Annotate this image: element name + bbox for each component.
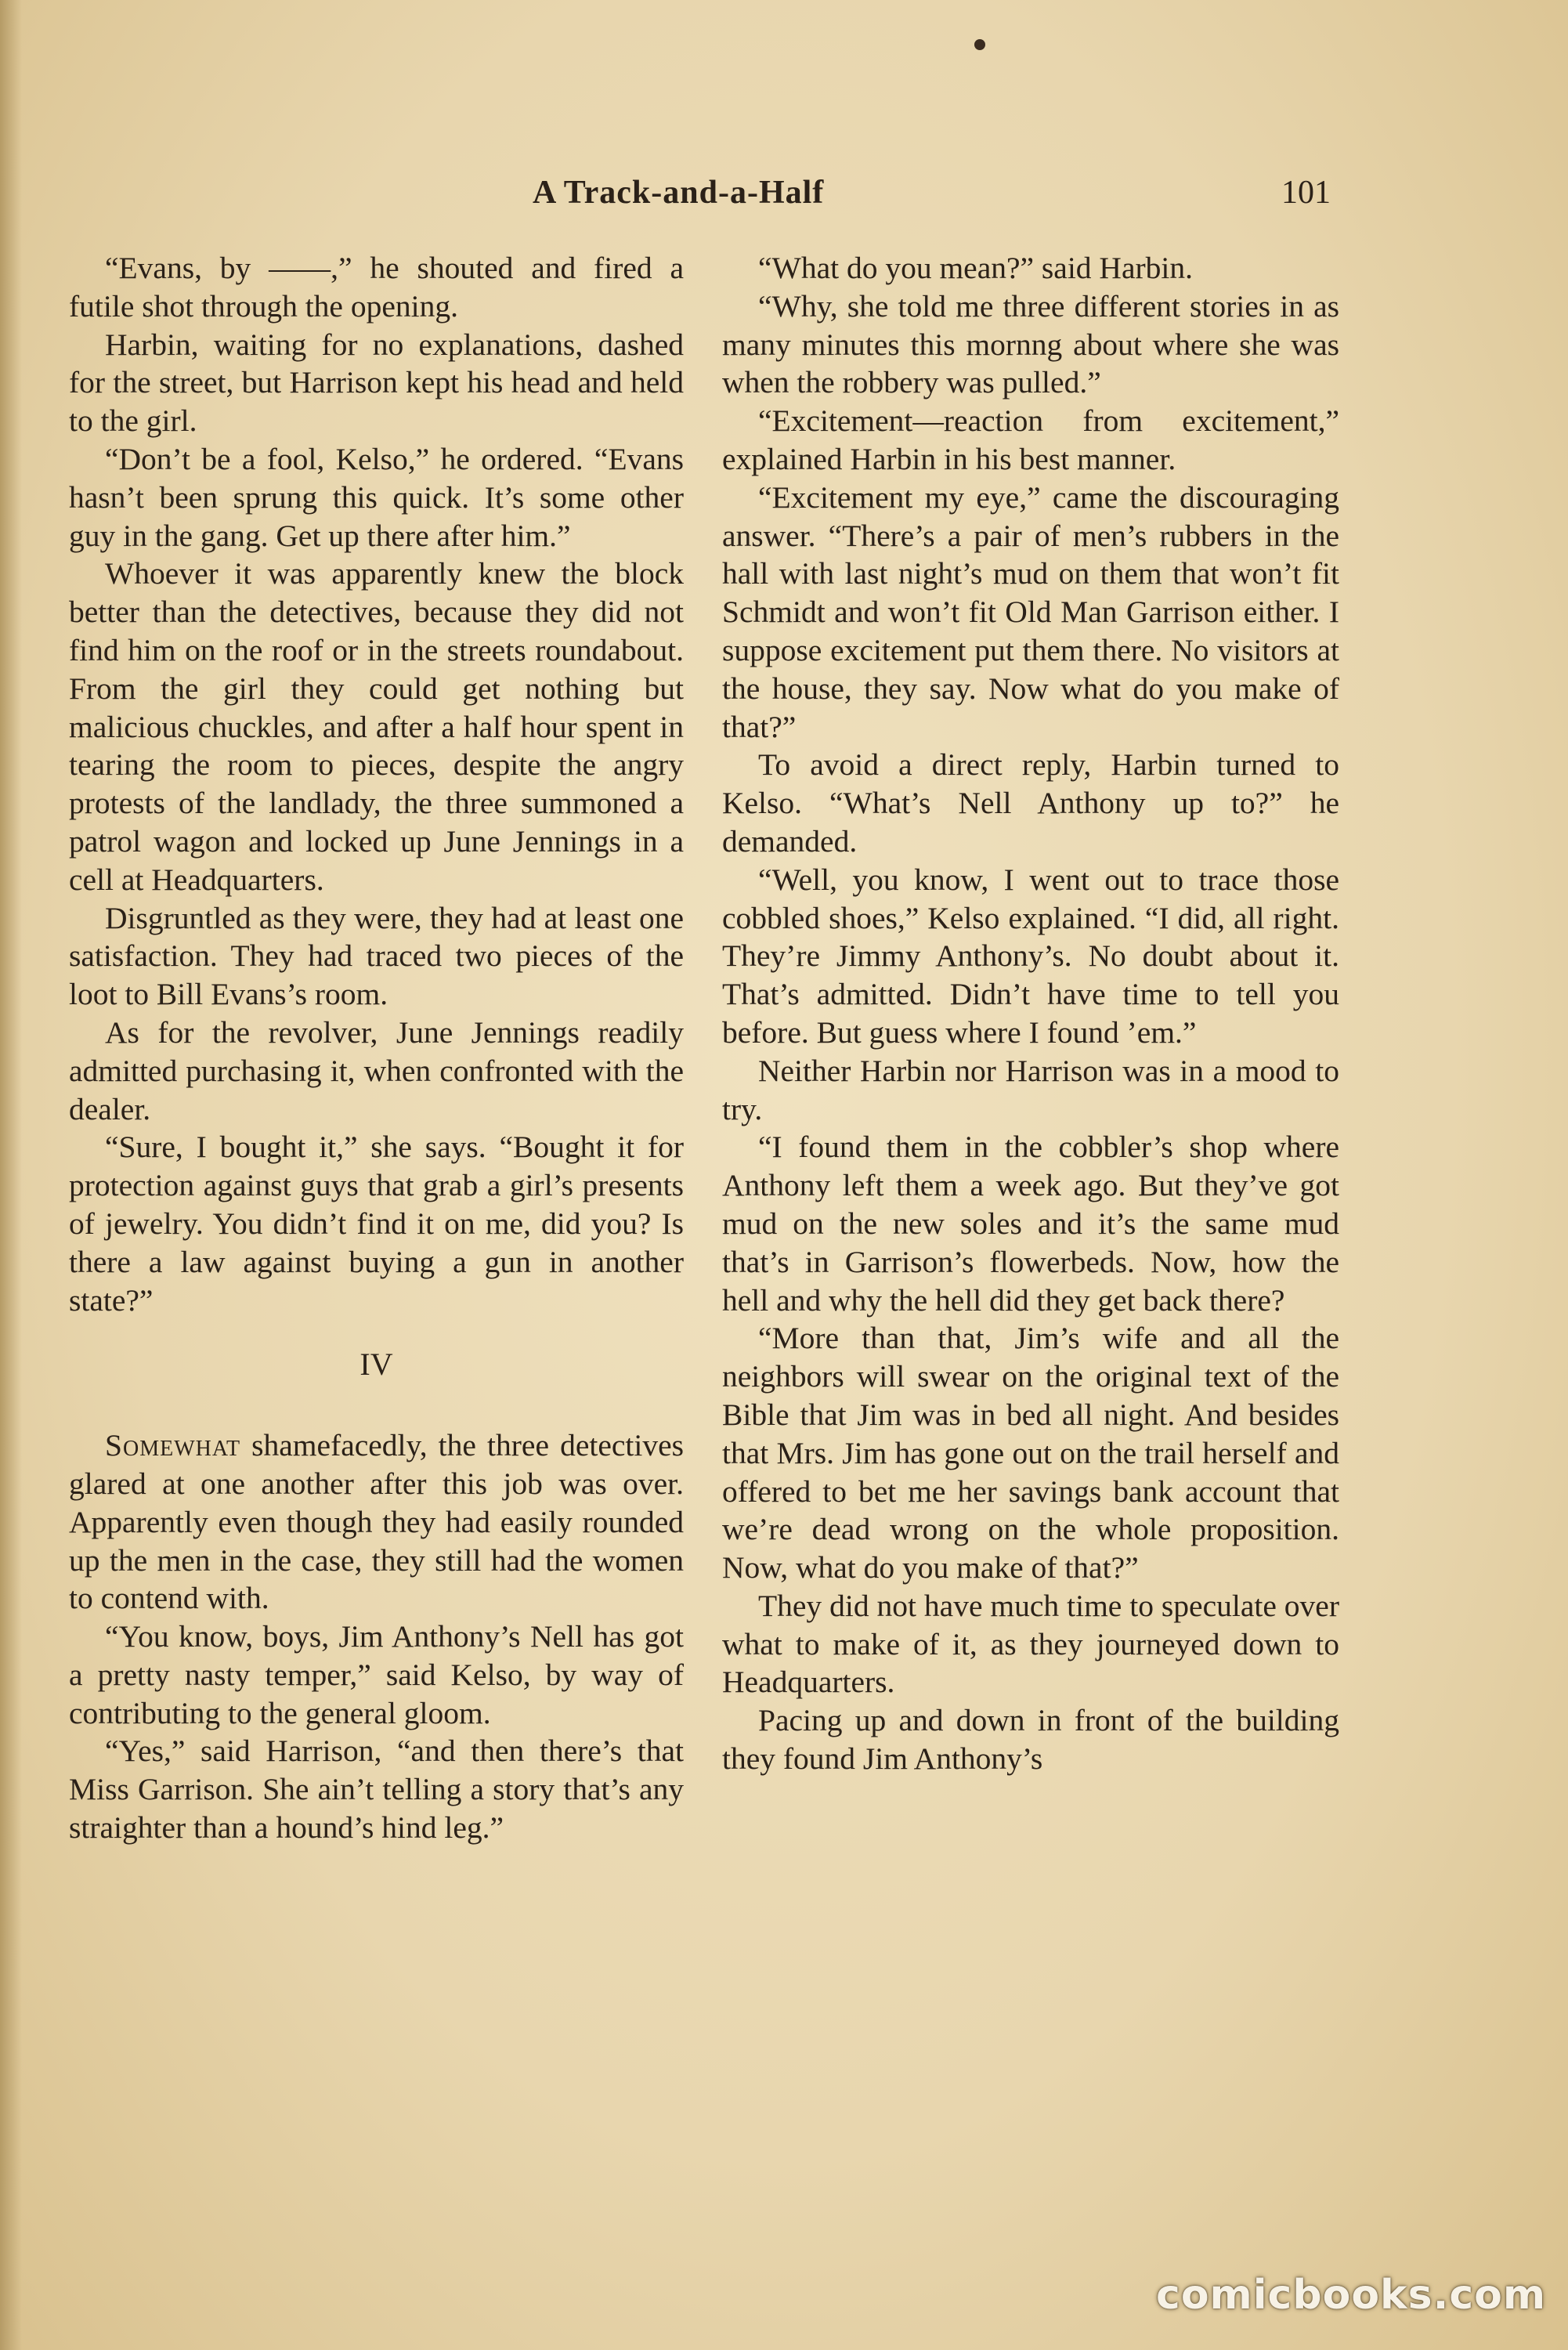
paragraph: To avoid a direct reply, Harbin turned to Kelso. “What’s Nell Anthony up to?” he demanded. bbox=[722, 747, 1339, 859]
paragraph: Pacing up and down in front of the building they found Jim Anthony’s bbox=[722, 1703, 1339, 1777]
paragraph: “What do you mean?” said Harbin. bbox=[758, 251, 1193, 285]
watermark: comicbooks.com bbox=[1156, 2272, 1547, 2319]
paragraph: As for the revolver, June Jennings readily admitted purchasing it, when confronted with the dealer. bbox=[69, 1014, 684, 1126]
section-heading: IV bbox=[359, 1347, 393, 1383]
lead-word: Somewhat bbox=[105, 1428, 241, 1463]
running-head bbox=[0, 174, 1568, 221]
paragraph-text: shamefacedly, the three detectives glared at one another after this job was over. Apparently even though they had easily rounded up the men in the case, they still had the women to contend with. bbox=[69, 1428, 684, 1616]
paragraph: Whoever it was apparently knew the block better than the detectives, because they did not find him on the roof or in the streets roundabout. From the girl they could get nothing but malicious chuckles, and after a half hour spent in tearing the room to pieces, despite the angry protests of the landlady, the three summoned a patrol wagon and locked up June Jennings in a cell at Headquarters. bbox=[69, 556, 684, 897]
right-column bbox=[722, 249, 1339, 1778]
paragraph: “Why, she told me three different stories in as many minutes this mornng about where she was when the robbery was pulled.” bbox=[722, 288, 1339, 400]
ink-spot bbox=[974, 39, 985, 50]
paragraph: They did not have much time to speculate over what to make of it, as they journeyed down to Headquarters. bbox=[722, 1588, 1339, 1700]
paragraph: Disgruntled as they were, they had at least one satisfaction. They had traced two pieces of the loot to Bill Evans’s room. bbox=[69, 900, 684, 1012]
left-column bbox=[69, 249, 684, 1847]
paragraph bbox=[69, 1426, 684, 1618]
paragraph: Harbin, waiting for no explanations, dashed for the street, but Harrison kept his head and held to the girl. bbox=[69, 327, 684, 439]
paragraph: “More than that, Jim’s wife and all the neighbors will swear on the original text of the Bible that Jim was in bed all night. And besides that Mrs. Jim has gone out on the trail herself and offered to bet me her savings bank account that we’re dead wrong on the whole proposition. Now, what do you make of that?” bbox=[722, 1321, 1339, 1585]
paragraph: “I found them in the cobbler’s shop where Anthony left them a week ago. But they’ve got mud on the new soles and it’s the same mud that’s in Garrison’s flowerbeds. Now, how the hell and why the hell did they get back there? bbox=[722, 1130, 1339, 1318]
paragraph: “Excitement my eye,” came the discouraging answer. “There’s a pair of men’s rubbers in the hall with last night’s mud on them that won’t fit Schmidt and won’t fit Old Man Garrison either. I suppose excitement put them there. No visitors at the house, they say. Now what do you make of that?” bbox=[722, 479, 1339, 744]
paragraph: “Well, you know, I went out to trace those cobbled shoes,” Kelso explained. “I did, all right. They’re Jimmy Anthony’s. No doubt about it. That’s admitted. Didn’t have time to tell you before. But guess where I found ’em.” bbox=[722, 862, 1339, 1050]
page-edge-shadow bbox=[0, 0, 22, 2350]
paragraph: Neither Harbin nor Harrison was in a mood to try. bbox=[722, 1053, 1339, 1126]
page-number: 101 bbox=[1281, 175, 1331, 211]
paragraph: “Evans, by ——,” he shouted and fired a futile shot through the opening. bbox=[69, 251, 684, 324]
running-title: A Track-and-a-Half bbox=[533, 175, 825, 211]
paragraph: “You know, boys, Jim Anthony’s Nell has got a pretty nasty temper,” said Kelso, by way of contributing to the general gloom. bbox=[69, 1619, 684, 1730]
paragraph: “Sure, I bought it,” she says. “Bought it for protection against guys that grab a girl’s presents of jewelry. You didn’t find it on me, did you? Is there a law against buying a gun in another state?” bbox=[69, 1130, 684, 1318]
paragraph: “Excitement—reaction from excitement,” explained Harbin in his best manner. bbox=[722, 403, 1339, 476]
paragraph: “Yes,” said Harrison, “and then there’s that Miss Garrison. She ain’t telling a story that’s any straighter than a hound’s hind leg.” bbox=[69, 1734, 684, 1846]
paragraph: “Don’t be a fool, Kelso,” he ordered. “Evans hasn’t been sprung this quick. It’s some other guy in the gang. Get up there after him.” bbox=[69, 441, 684, 553]
